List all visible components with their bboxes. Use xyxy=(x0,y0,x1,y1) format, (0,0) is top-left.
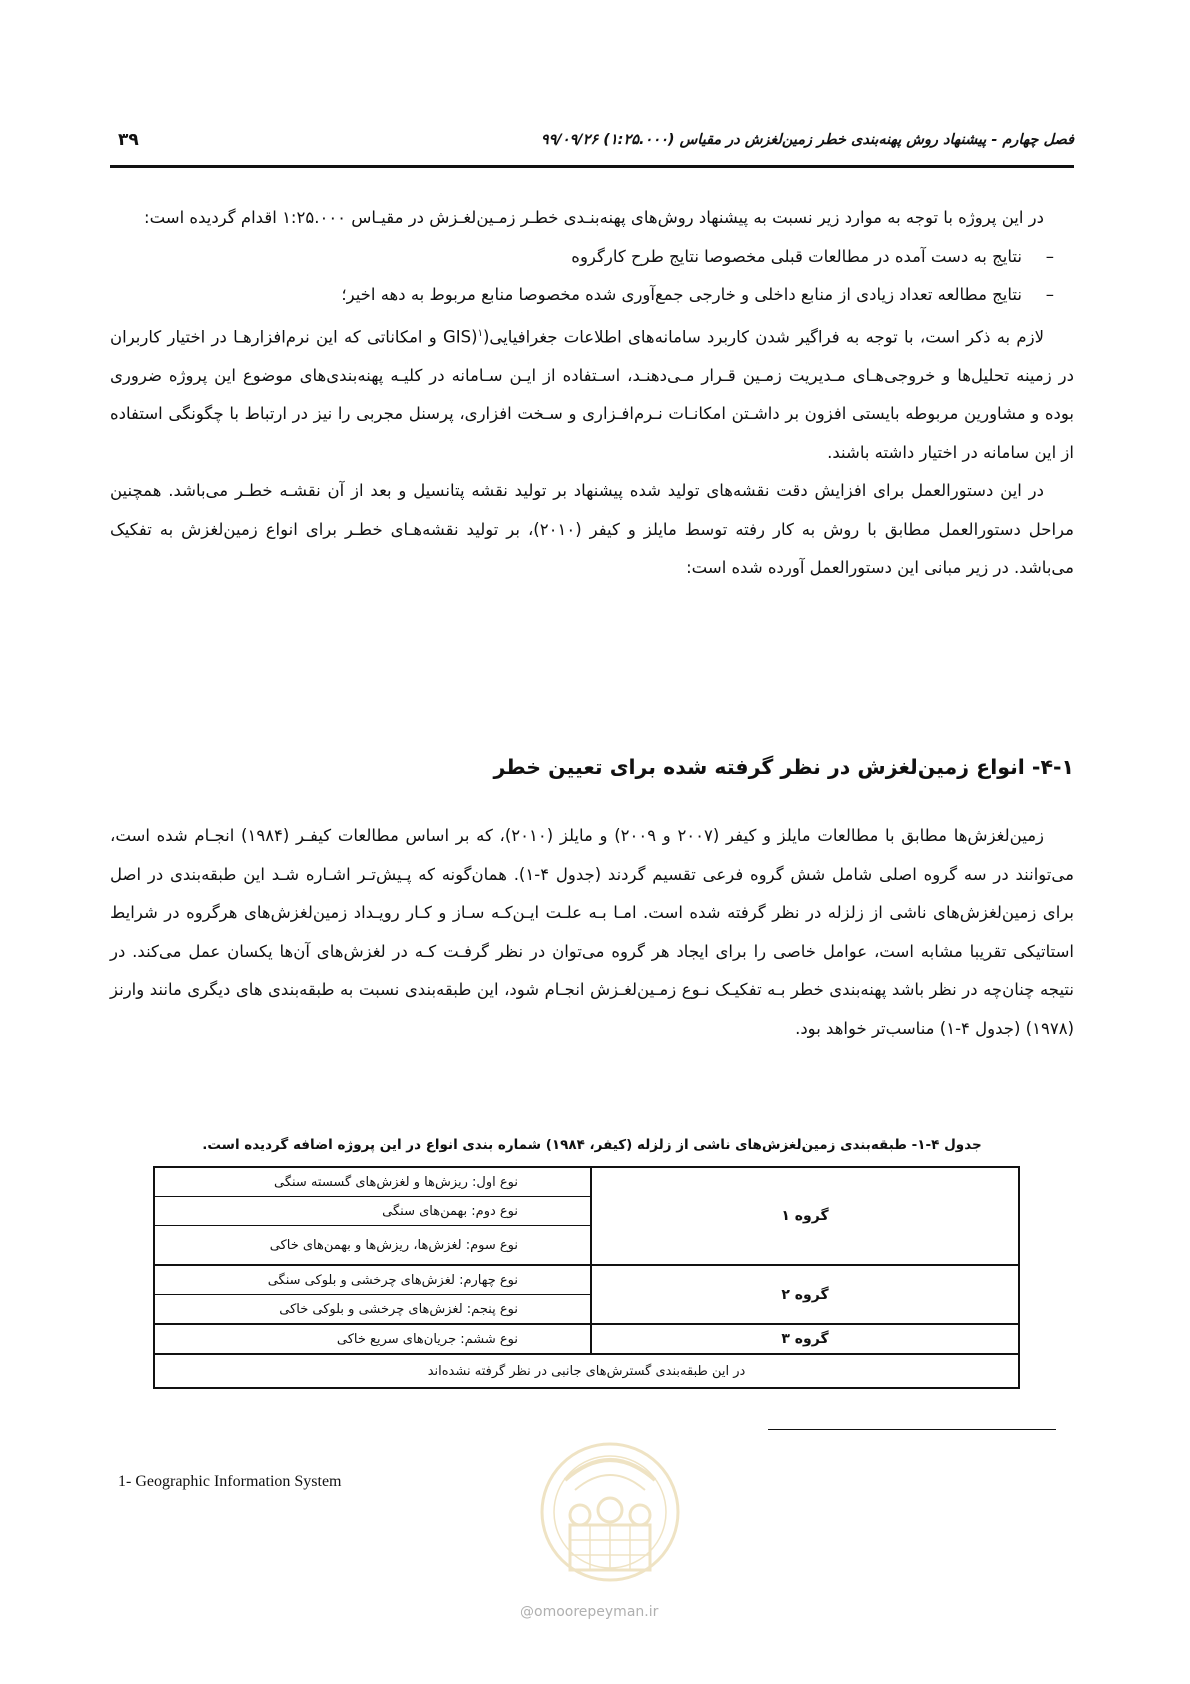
bullet-dash: – xyxy=(1045,246,1054,266)
group-cell: گروه ۳ xyxy=(591,1324,1019,1354)
type-cell: نوع سوم: لغزش‌ها، ریزش‌ها و بهمن‌های خاکی xyxy=(154,1226,591,1266)
table-row xyxy=(154,1167,1019,1197)
section-heading: ۴-۱- انواع زمین‌لغزش در نظر گرفته شده برای تعیین خطر xyxy=(493,755,1074,779)
type-cell: نوع چهارم: لغزش‌های چرخشی و بلوکی سنگی xyxy=(154,1265,591,1295)
intro-bullet-list xyxy=(110,238,1074,315)
bullet-item xyxy=(110,276,1074,315)
table-note: در این طبقه‌بندی گسترش‌های جانبی در نظر گرفته نشده‌اند xyxy=(154,1354,1019,1388)
intro-block xyxy=(110,199,1074,588)
group-cell: گروه ۱ xyxy=(591,1167,1019,1265)
section-paragraph: زمین‌لغزش‌ها مطابق با مطالعات مایلز و کیفر (۲۰۰۷ و ۲۰۰۹) و مایلز (۲۰۱۰)، که بر اساس مطالعات کیفـر (۱۹۸۴) انجـام شده است، می‌توانند در سه گروه اصلی شامل شش گروه فرعی تقسیم گردند (جدول ۴-۱). همان‌گونه که پـیش‌تـر اشـاره شـد این طبقه‌بندی در اصل برای زمین‌لغزش‌های ناشی از زلزله در نظر گرفته شده است. امـا بـه علـت ایـن‌کـه سـاز و کـار رویـداد زمین‌لغزش‌های هرگروه در شرایط استاتیکی تقریبا مشابه است، عوامل خاصی را برای ایجاد هر گروه می‌توان در نظر گرفـت کـه در لغزش‌های آن‌ها یکسان عمل می‌کند. در نتیجه چنان‌چه در نظر باشد پهنه‌بندی خطر بـه تفکیـک نـوع زمـین‌لغـزش انجـام شود، این طبقه‌بندی نسبت به طبقه‌بندی های دیگری مانند وارنز (۱۹۷۸) (جدول ۴-۱) مناسب‌تر خواهد بود. xyxy=(110,826,1074,1038)
type-cell: نوع اول: ریزش‌ها و لغزش‌های گسسته سنگی xyxy=(154,1167,591,1197)
method-paragraph: در این دستورالعمل برای افزایش دقت نقشه‌های تولید شده پیشنهاد بر تولید نقشه پتانسیل و بعد از آن نقشـه خطـر می‌باشد. همچنین مراحل دستورالعمل مطابق با روش به کار رفته توسط مایلز و کیفر (۲۰۱۰)، بر تولید نقشه‌هـای خطـر برای انواع زمین‌لغزش به تفکیک می‌باشد. در زیر مبانی این دستورالعمل آورده شده است: xyxy=(110,481,1074,577)
type-cell: نوع دوم: بهمن‌های سنگی xyxy=(154,1197,591,1226)
footnote: 1- Geographic Information System xyxy=(118,1473,342,1490)
section-body xyxy=(110,817,1074,1048)
table-row xyxy=(154,1265,1019,1295)
footnote-reference[interactable]: ۱ xyxy=(477,327,483,339)
type-cell: نوع پنجم: لغزش‌های چرخشی و بلوکی خاکی xyxy=(154,1295,591,1325)
group-cell: گروه ۲ xyxy=(591,1265,1019,1324)
table-row xyxy=(154,1354,1019,1388)
bullet-text: نتایج مطالعه تعداد زیادی از منابع داخلی و خارجی جمع‌آوری شده مخصوصا منابع مربوط به دهه اخیر؛ xyxy=(341,285,1022,304)
bullet-text: نتایج به دست آمده در مطالعات قبلی مخصوصا نتایج طرح کارگروه xyxy=(571,246,1022,266)
header-rule xyxy=(110,165,1074,168)
gis-paragraph: لازم به ذکر است، با توجه به فراگیر شدن کاربرد سامانه‌های اطلاعات جغرافیایی(GIS)$^۱$ و امکاناتی که این نرم‌افزارهـا در اختیار کاربران در زمینه تحلیل‌ها و خروجی‌هـای مـدیریت زمـین قـرار مـی‌دهنـد، اسـتفاده از ایـن سـامانه در کلیـه پهنه‌بندی‌های موضوع این پروژه ضروری بوده و مشاورین مربوطه بایستی افزون بر داشـتن امکانـات نـرم‌افـزاری و سـخت افزاری، پرسنل مجربی را نیز در ارتباط با چگونگی استفاده از این سامانه در اختیار داشته باشند. xyxy=(110,327,1074,462)
footnote-rule xyxy=(768,1429,1056,1430)
landslide-classification-table xyxy=(153,1166,1020,1389)
gis-text-before: لازم به ذکر است، با توجه به فراگیر شدن کاربرد سامانه‌های اطلاعات جغرافیایی( xyxy=(482,327,1044,346)
page-number: ۳۹ xyxy=(118,130,139,150)
bullet-dash: – xyxy=(1045,285,1054,304)
watermark-logo xyxy=(495,1420,725,1590)
intro-paragraph: در این پروژه با توجه به موارد زیر نسبت به پیشنهاد روش‌های پهنه‌بنـدی خطـر زمـین‌لغـزش در مقیـاس ۱:۲۵.۰۰۰ اقدام گردیده است: xyxy=(144,208,1044,227)
watermark-website: @omoorepeyman.ir xyxy=(520,1604,659,1620)
type-cell: نوع ششم: جریان‌های سریع خاکی xyxy=(154,1324,591,1354)
bullet-item xyxy=(110,238,1074,277)
table-caption: جدول ۴-۱- طبقه‌بندی زمین‌لغزش‌های ناشی از زلزله (کیفر، ۱۹۸۴) شماره بندی انواع در این پروژه اضافه گردیده است. xyxy=(202,1137,982,1153)
running-header xyxy=(110,128,1074,158)
chapter-title: فصل چهارم - پیشنهاد روش پهنه‌بندی خطر زمین‌لغزش در مقیاس (۱:۲۵.۰۰۰) ۹۹/۰۹/۲۶ xyxy=(540,132,1074,148)
gis-term: GIS xyxy=(443,327,472,346)
table-row xyxy=(154,1324,1019,1354)
gis-text-after: و امکاناتی که این نرم‌افزارهـا در اختیار کاربران در زمینه تحلیل‌ها و خروجی‌هـای مـدیریت زمـین قـرار مـی‌دهنـد، اسـتفاده از ایـن سـامانه در کلیـه پهنه‌بندی‌های موضوع این پروژه ضروری بوده و مشاورین مربوطه بایستی افزون بر داشـتن امکانـات نـرم‌افـزاری و سـخت افزاری، پرسنل مجربی را نیز در ارتباط با چگونگی استفاده از این سامانه در اختیار داشته باشند. xyxy=(110,327,1074,462)
